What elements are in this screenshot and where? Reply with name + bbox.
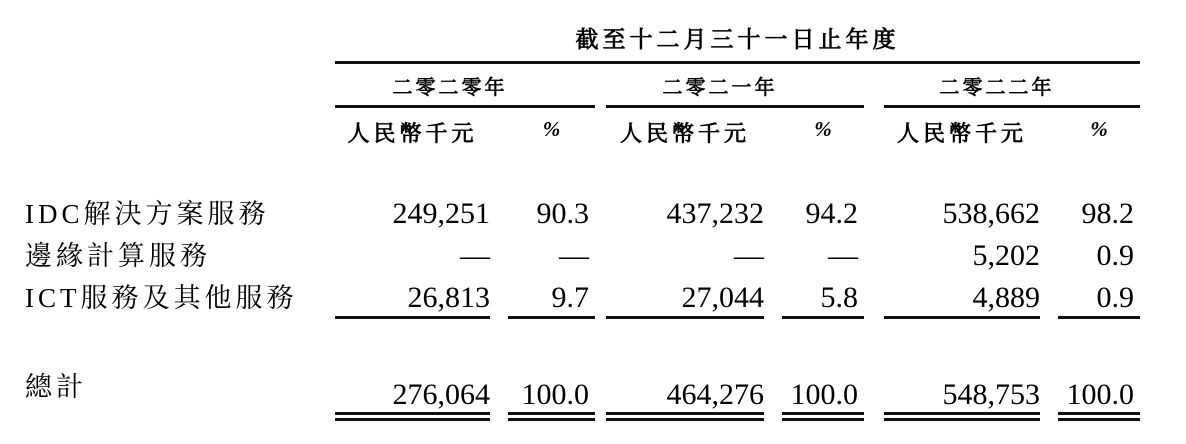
unit-header-2020: 人民幣千元 [347,120,478,146]
year-header-2021: 二零二一年 [606,62,864,106]
total-label: 總計 [25,372,87,402]
unit-header-2022: 人民幣千元 [896,120,1027,146]
percent-cell: 94.2 [805,197,858,230]
amount-cell: 249,251 [392,197,490,230]
percent-header-2022: % [1090,116,1108,141]
percent-header-2020: % [542,116,561,141]
percent-cell: 0.9 [1058,284,1140,317]
period-header: 截至十二月三十一日止年度 [335,0,1140,62]
table-row-edge-computing [25,242,1140,284]
percent-cell: — [828,239,858,272]
row-label: 邊緣計算服務 [25,241,211,271]
total-percent-cell: 100.0 [508,373,595,416]
percent-cell: 5.8 [782,284,864,317]
total-percent-cell: 100.0 [782,373,864,416]
row-label: ICT服務及其他服務 [25,283,298,313]
total-amount-cell: 276,064 [335,373,490,416]
amount-cell: 538,662 [942,197,1040,230]
percent-cell: 9.7 [508,284,595,317]
percent-cell: 90.3 [536,197,589,230]
percent-cell: — [559,239,589,272]
amount-cell: 26,813 [335,284,490,317]
year-header-2022: 二零二二年 [884,62,1140,106]
total-amount-cell: 464,276 [606,373,764,416]
percent-cell: 0.9 [1096,239,1135,272]
row-label: IDC解決方案服務 [25,199,270,229]
year-header-2020: 二零二零年 [335,62,595,106]
amount-cell: — [734,239,764,272]
period-header-row [25,0,1140,62]
table-row-total [25,373,1140,416]
total-percent-cell: 100.0 [1058,373,1140,416]
amount-cell: 437,232 [666,197,764,230]
percent-header-2021: % [814,116,832,141]
amount-cell: 4,889 [884,284,1040,317]
percent-cell: 98.2 [1081,197,1135,230]
total-amount-cell: 548,753 [884,373,1040,416]
amount-cell: — [460,239,490,272]
revenue-breakdown-table [25,0,1140,421]
amount-cell: 27,044 [606,284,764,317]
year-header-row [25,62,1140,106]
spacer-row [25,317,1140,373]
unit-header-2021: 人民幣千元 [619,120,750,146]
table-row-ict [25,284,1140,317]
subheader-row [25,106,1140,200]
amount-cell: 5,202 [972,239,1040,272]
table-row-idc [25,200,1140,242]
